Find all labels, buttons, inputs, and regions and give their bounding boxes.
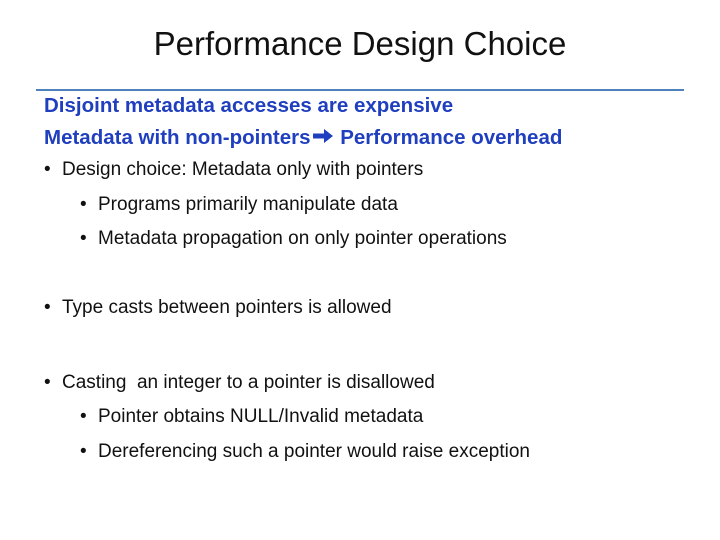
bullet-marker: • (80, 441, 87, 462)
bullet-text: Dereferencing such a pointer would raise exception (98, 441, 530, 462)
bullet-marker: • (80, 228, 87, 249)
subheading-text: Metadata with non-pointers (44, 126, 311, 149)
bullet-casting-integer (44, 370, 435, 396)
subheading-disjoint-metadata (44, 92, 453, 120)
sub-bullet-null-metadata (80, 404, 423, 430)
sub-bullet-dereferencing (80, 439, 530, 465)
slide-title: Performance Design Choice (153, 25, 567, 62)
subheading-text: Disjoint metadata accesses are expensive (44, 94, 454, 117)
bullet-type-casts (44, 295, 392, 321)
bullet-text: Pointer obtains NULL/Invalid metadata (98, 406, 424, 427)
bullet-marker: • (44, 159, 51, 180)
bullet-marker: • (80, 406, 87, 427)
title-divider (36, 89, 684, 91)
bullet-text: Design choice: Metadata only with pointers (62, 159, 424, 180)
bullet-text: Programs primarily manipulate data (98, 194, 398, 215)
right-arrow-icon (312, 128, 334, 144)
subheading-non-pointers (44, 124, 562, 152)
bullet-text: Casting an integer to a pointer is disallowed (62, 372, 435, 393)
sub-bullet-propagation (80, 226, 507, 252)
bullet-text: Metadata propagation on only pointer operations (98, 228, 507, 249)
bullet-marker: • (80, 194, 87, 215)
bullet-text: Type casts between pointers is allowed (62, 297, 392, 318)
bullet-marker: • (44, 372, 51, 393)
bullet-marker: • (44, 297, 51, 318)
bullet-design-choice (44, 157, 423, 183)
subheading-text: Performance overhead (334, 126, 563, 149)
sub-bullet-programs (80, 192, 398, 218)
